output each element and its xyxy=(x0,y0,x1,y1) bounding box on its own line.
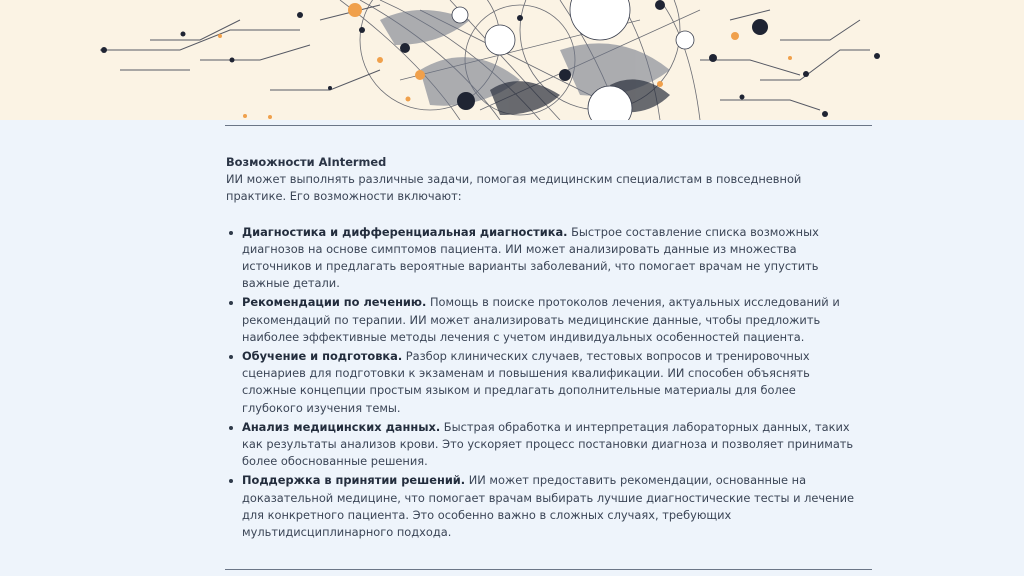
hero-banner xyxy=(0,0,1024,120)
feature-list xyxy=(226,224,856,542)
feature-title: Поддержка в принятии решений. xyxy=(242,473,466,488)
list-item xyxy=(242,472,856,541)
neural-network-illustration-icon xyxy=(0,0,1024,120)
feature-text: Помощь в поиске протоколов лечения, актуальных исследований и рекомендаций по терапии. ИИ может анализировать медицинские данные, чтобы предложить наиболее эффективные методы лечения с учетом индивидуальных особенностей пациента. xyxy=(242,295,840,344)
section-heading: Возможности AIntermed xyxy=(226,155,387,169)
feature-title: Анализ медицинских данных. xyxy=(242,419,441,434)
list-item xyxy=(242,224,856,293)
feature-text: ИИ может предоставить рекомендации, основанные на доказательной медицине, что помогает врачам выбирать лучшие диагностические тесты и лечение для конкретного пациента. Это особенно важно в сложных случаях, требующих мультидисциплинарного подхода. xyxy=(242,473,855,540)
feature-text: Быстрое составление списка возможных диагнозов на основе симптомов пациента. ИИ может анализировать данные из множества источников и предлагать вероятные варианты заболеваний, что помогает врачам не упустить важные детали. xyxy=(242,224,819,291)
feature-title: Диагностика и дифференциальная диагностика. xyxy=(242,224,568,239)
feature-title: Рекомендации по лечению. xyxy=(242,295,427,310)
list-item xyxy=(242,294,856,346)
article xyxy=(226,154,856,543)
feature-title: Обучение и подготовка. xyxy=(242,349,403,364)
bottom-divider xyxy=(225,569,872,570)
content-area xyxy=(0,120,1024,576)
feature-text: Быстрая обработка и интерпретация лабораторных данных, таких как результаты анализов крови. Это ускоряет процесс постановки диагноза и позволяет принимать более обоснованные решения. xyxy=(242,419,854,469)
top-divider xyxy=(225,125,872,126)
feature-text: Разбор клинических случаев, тестовых вопросов и тренировочных сценариев для подготовки к экзаменам и повышения квалификации. ИИ способен объяснять сложные концепции простым языком и предлагать дополнительные материалы для более глубокого изучения темы. xyxy=(242,349,810,415)
section-intro: ИИ может выполнять различные задачи, помогая медицинским специалистам в повседневной практике. Его возможности включают: xyxy=(226,172,802,204)
list-item xyxy=(242,419,856,471)
list-item xyxy=(242,348,856,417)
